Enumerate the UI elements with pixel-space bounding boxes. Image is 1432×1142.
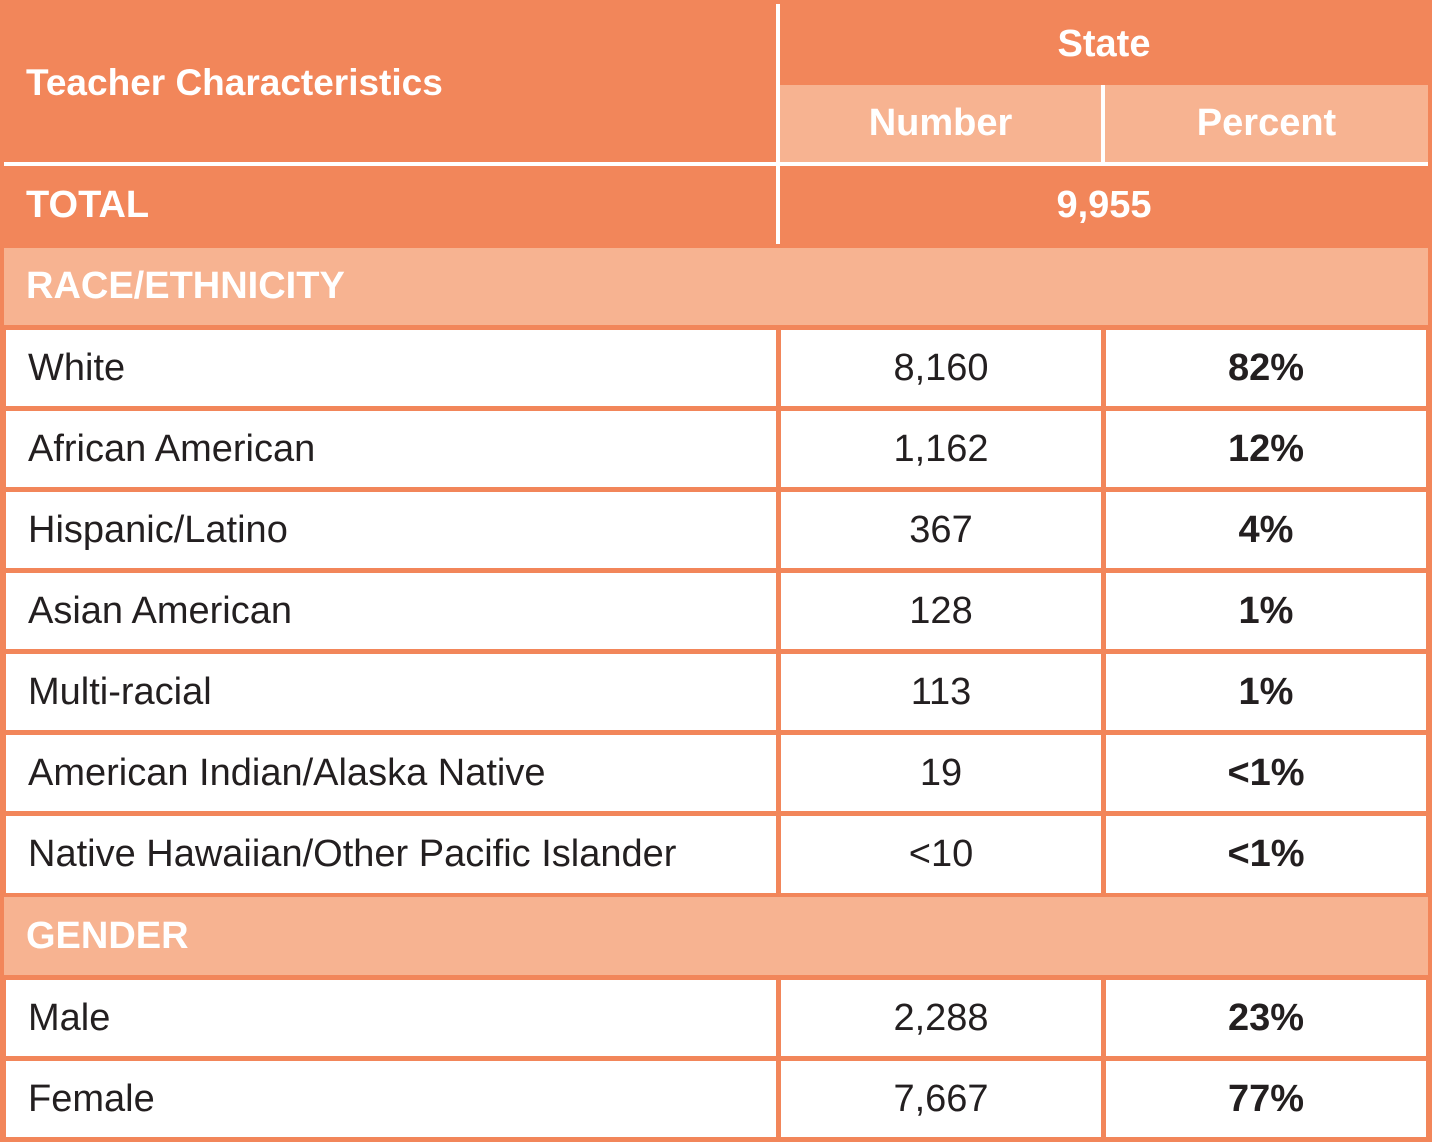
header-group-state: State <box>780 4 1428 84</box>
row-label: African American <box>6 411 776 487</box>
row-percent: 77% <box>1106 1061 1426 1137</box>
row-percent: 4% <box>1106 492 1426 568</box>
total-value: 9,955 <box>780 166 1428 244</box>
row-percent: 1% <box>1106 573 1426 649</box>
row-number: 113 <box>781 654 1101 730</box>
row-number: <10 <box>781 816 1101 893</box>
row-percent: <1% <box>1106 735 1426 811</box>
row-percent: <1% <box>1106 816 1426 893</box>
row-label: American Indian/Alaska Native <box>6 735 776 811</box>
row-label: Male <box>6 980 776 1056</box>
row-percent: 1% <box>1106 654 1426 730</box>
row-number: 7,667 <box>781 1061 1101 1137</box>
row-label: Asian American <box>6 573 776 649</box>
total-label: TOTAL <box>4 166 776 244</box>
row-number: 367 <box>781 492 1101 568</box>
row-label: Hispanic/Latino <box>6 492 776 568</box>
section-title-gender: GENDER <box>4 897 1428 975</box>
row-number: 8,160 <box>781 330 1101 406</box>
row-label: Multi-racial <box>6 654 776 730</box>
row-percent: 82% <box>1106 330 1426 406</box>
row-label: Native Hawaiian/Other Pacific Islander <box>6 816 776 893</box>
row-number: 2,288 <box>781 980 1101 1056</box>
row-percent: 12% <box>1106 411 1426 487</box>
row-number: 1,162 <box>781 411 1101 487</box>
header-col-percent: Percent <box>1105 85 1428 162</box>
header-divider-subcols <box>1101 85 1105 162</box>
row-number: 19 <box>781 735 1101 811</box>
row-number: 128 <box>781 573 1101 649</box>
row-label: Female <box>6 1061 776 1137</box>
section-title-race: RACE/ETHNICITY <box>4 248 1428 325</box>
row-percent: 23% <box>1106 980 1426 1056</box>
header-row-label: Teacher Characteristics <box>4 4 776 162</box>
row-label: White <box>6 330 776 406</box>
header-col-number: Number <box>780 85 1101 162</box>
